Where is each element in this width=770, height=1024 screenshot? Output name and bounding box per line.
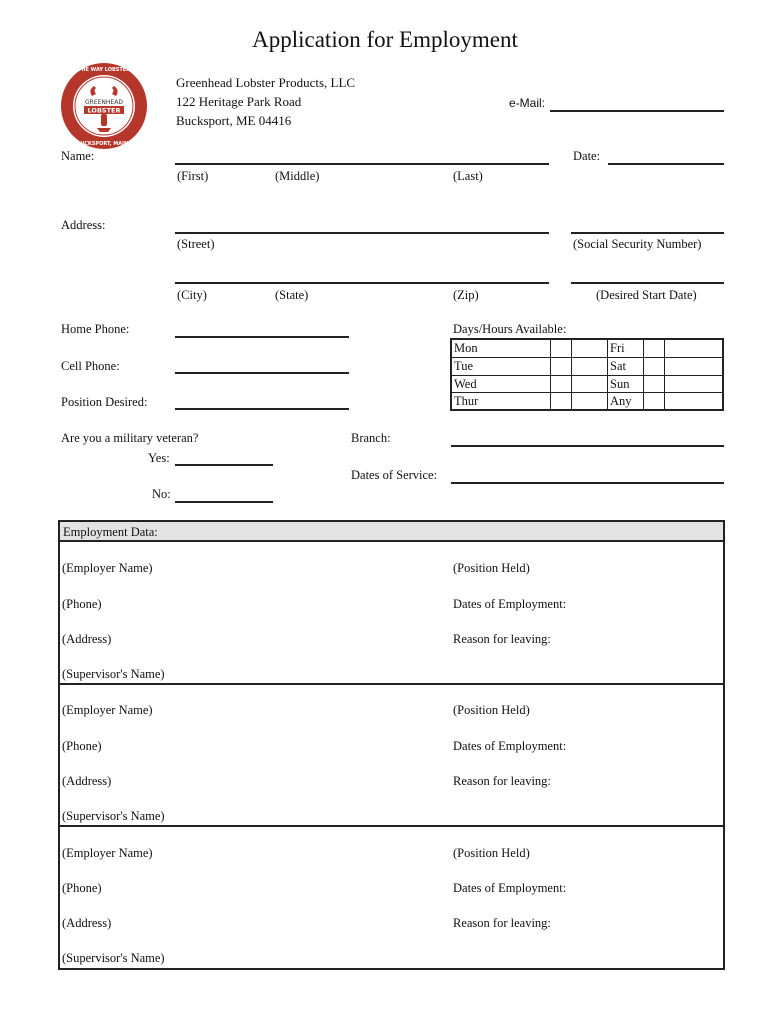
day-sun-hours[interactable]	[665, 376, 722, 393]
dates-service-field[interactable]	[451, 482, 724, 484]
day-mon-box[interactable]	[551, 340, 572, 358]
svg-text:LOBSTER: LOBSTER	[87, 106, 121, 115]
employer-address-label: (Address)	[62, 774, 112, 788]
day-tue-box[interactable]	[551, 358, 572, 376]
dates-employment-label: Dates of Employment:	[453, 739, 567, 753]
day-wed-hours[interactable]	[572, 376, 608, 393]
employment-divider	[60, 825, 723, 827]
day-sat-hours[interactable]	[665, 358, 722, 376]
day-sun-box[interactable]	[644, 376, 665, 393]
state-caption: (State)	[275, 288, 309, 302]
employer-name-label: (Employer Name)	[62, 703, 153, 717]
supervisor-label: (Supervisor's Name)	[62, 951, 165, 965]
day-wed-box[interactable]	[551, 376, 572, 393]
day-any-box[interactable]	[644, 393, 665, 409]
middle-name-caption: (Middle)	[275, 169, 320, 183]
address-label: Address:	[61, 218, 106, 232]
last-name-caption: (Last)	[453, 169, 483, 183]
day-thur-box[interactable]	[551, 393, 572, 409]
name-label: Name:	[61, 149, 95, 163]
svg-text:BUCKSPORT, MAINE: BUCKSPORT, MAINE	[76, 141, 132, 147]
employer-address-label: (Address)	[62, 916, 112, 930]
start-date-field[interactable]	[571, 282, 724, 284]
branch-field[interactable]	[451, 445, 724, 447]
employer-name-label: (Employer Name)	[62, 846, 153, 860]
city-caption: (City)	[177, 288, 207, 302]
employer-phone-label: (Phone)	[62, 881, 102, 895]
employer-address-label: (Address)	[62, 632, 112, 646]
date-label: Date:	[573, 149, 601, 163]
employer-name-label: (Employer Name)	[62, 561, 153, 575]
day-mon: Mon	[452, 340, 551, 358]
position-desired-label: Position Desired:	[61, 395, 148, 409]
home-phone-field[interactable]	[175, 336, 349, 338]
day-sun: Sun	[608, 376, 644, 393]
email-label: e-Mail:	[509, 96, 546, 110]
day-any: Any	[608, 393, 644, 409]
employment-divider	[60, 683, 723, 685]
cell-phone-field[interactable]	[175, 372, 349, 374]
day-mon-hours[interactable]	[572, 340, 608, 358]
reason-leaving-label: Reason for leaving:	[453, 774, 551, 788]
city-state-zip-field[interactable]	[175, 282, 549, 284]
email-field[interactable]	[550, 110, 724, 112]
ssn-field[interactable]	[571, 232, 724, 234]
supervisor-label: (Supervisor's Name)	[62, 667, 165, 681]
first-name-caption: (First)	[177, 169, 209, 183]
day-wed: Wed	[452, 376, 551, 393]
position-desired-field[interactable]	[175, 408, 349, 410]
day-tue: Tue	[452, 358, 551, 376]
supervisor-label: (Supervisor's Name)	[62, 809, 165, 823]
start-date-caption: (Desired Start Date)	[596, 288, 697, 302]
reason-leaving-label: Reason for leaving:	[453, 632, 551, 646]
company-address-2: Bucksport, ME 04416	[176, 113, 292, 128]
dates-employment-label: Dates of Employment:	[453, 597, 567, 611]
day-any-hours[interactable]	[665, 393, 722, 409]
page-title: Application for Employment	[252, 27, 518, 52]
ssn-caption: (Social Security Number)	[573, 237, 702, 251]
company-name: Greenhead Lobster Products, LLC	[176, 75, 356, 90]
position-held-label: (Position Held)	[453, 703, 530, 717]
company-logo	[60, 62, 148, 150]
cell-phone-label: Cell Phone:	[61, 359, 120, 373]
reason-leaving-label: Reason for leaving:	[453, 916, 551, 930]
veteran-yes-field[interactable]	[175, 464, 273, 466]
day-thur: Thur	[452, 393, 551, 409]
day-sat: Sat	[608, 358, 644, 376]
days-hours-grid	[450, 338, 724, 411]
veteran-question: Are you a military veteran?	[61, 431, 199, 445]
day-fri-box[interactable]	[644, 340, 665, 358]
employer-phone-label: (Phone)	[62, 597, 102, 611]
position-held-label: (Position Held)	[453, 561, 530, 575]
day-tue-hours[interactable]	[572, 358, 608, 376]
street-caption: (Street)	[177, 237, 215, 251]
svg-text:THE WAY LOBSTER: THE WAY LOBSTER	[77, 67, 131, 73]
name-field[interactable]	[175, 163, 549, 165]
dates-employment-label: Dates of Employment:	[453, 881, 567, 895]
zip-caption: (Zip)	[453, 288, 479, 302]
branch-label: Branch:	[351, 431, 391, 445]
date-field[interactable]	[608, 163, 724, 165]
street-field[interactable]	[175, 232, 549, 234]
company-address-1: 122 Heritage Park Road	[176, 94, 302, 109]
veteran-no-field[interactable]	[175, 501, 273, 503]
day-fri-hours[interactable]	[665, 340, 722, 358]
employment-header	[60, 522, 723, 542]
position-held-label: (Position Held)	[453, 846, 530, 860]
day-sat-box[interactable]	[644, 358, 665, 376]
days-hours-label: Days/Hours Available:	[453, 322, 567, 336]
home-phone-label: Home Phone:	[61, 322, 130, 336]
day-fri: Fri	[608, 340, 644, 358]
veteran-no-label: No:	[152, 487, 171, 501]
employment-header-label: Employment Data:	[63, 525, 158, 539]
svg-text:GREENHEAD: GREENHEAD	[85, 99, 123, 106]
veteran-yes-label: Yes:	[148, 451, 170, 465]
dates-service-label: Dates of Service:	[351, 468, 438, 482]
day-thur-hours[interactable]	[572, 393, 608, 409]
employer-phone-label: (Phone)	[62, 739, 102, 753]
employment-section	[58, 520, 725, 970]
